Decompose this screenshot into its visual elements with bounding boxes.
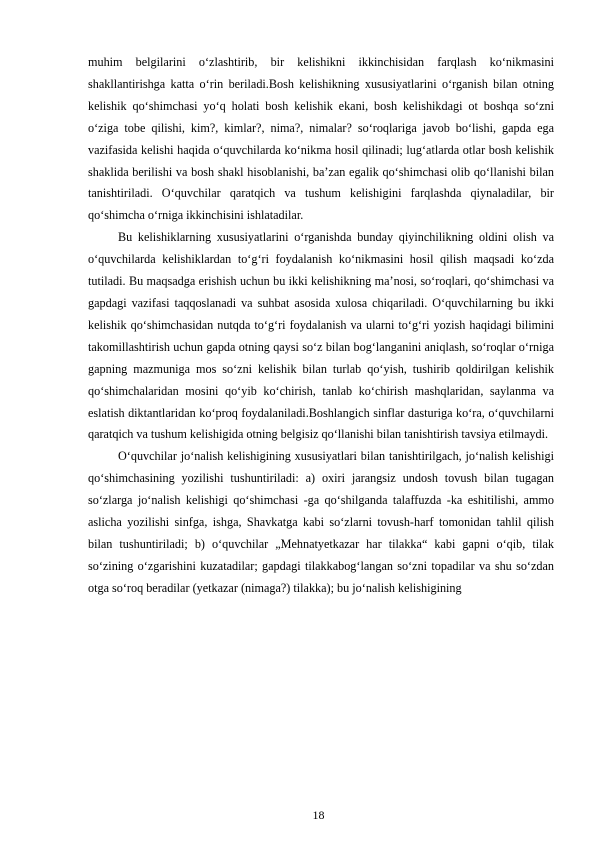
page-number: 18 [312, 808, 325, 822]
body-text [88, 52, 554, 600]
paragraph-2: Bu kelishiklarning xususiyatlarini o‘rganishda bunday qiyinchilikning oldini olish va o‘quvchilarda kelishiklardan to‘g‘ri foydalanish ko‘nikmasini hosil qilish maqsadi ko‘zda tutiladi. Bu maqsadga erishish uchun bu ikki kelishikning ma’nosi, so‘roqlari, qo‘shimchasi va gapdagi vazifasi taqqoslanadi va suhbat asosida xulosa chiqariladi. O‘quvchilarning bu ikki kelishik qo‘shimchasidan nutqda to‘g‘ri foydalanish va ularni to‘g‘ri yozish haqidagi bilimini takomillashtirish uchun gapda otning qaysi so‘z bilan bog‘langanini aniqlash, so‘roqlar o‘rniga gapning mazmuniga mos so‘zni kelishik bilan turlab qo‘yish, tushirib qoldirilgan kelishik qo‘shimchalaridan mosini qo‘yib ko‘chirish, tanlab ko‘chirish mashqlaridan, saylanma va eslatish diktantlaridan ko‘proq foydalaniladi.Boshlangich sinflar dasturiga ko‘ra, o‘quvchilarni qaratqich va tushum kelishigida otning belgisiz qo‘llanishi bilan tanishtirish tavsiya etilmaydi. [88, 230, 554, 442]
paragraph-3: O‘quvchilar jo‘nalish kelishigining xususiyatlari bilan tanishtirilgach, jo‘nalish kelishigi qo‘shimchasining yozilishi tushuntiriladi: a) oxiri jarangsiz undosh tovush bilan tugagan so‘zlarga jo‘nalish kelishigi qo‘shimchasi -ga qo‘shilganda talaffuzda -ka eshitilishi, ammo aslicha yozilishi sinfga, ishga, Shavkatga kabi so‘zlarni tovush-harf tomonidan tahlil qilish bilan tushuntiriladi; b) o‘quvchilar „Mehnatyetkazar har tilakka“ kabi gapni o‘qib, tilak so‘zining o‘zgarishini kuzatadilar; gapdagi tilakkabog‘langan so‘zni topadilar va shu so‘zdan otga so‘roq beradilar (yetkazar (nimaga?) tilakka); bu jo‘nalish kelishigining [88, 449, 554, 595]
paragraph-1: muhim belgilarini o‘zlashtirib, bir kelishikni ikkinchisidan farqlash ko‘nikmasini shakllantirishga katta o‘rin beriladi.Bosh kelishikning xususiyatlarini o‘rganish bilan otning kelishik qo‘shimchasi yo‘q holati bosh kelishik ekani, bosh kelishikdagi ot boshqa so‘zni o‘ziga tobe qilishi, kim?, kimlar?, nima?, nimalar? so‘roqlariga javob bo‘lishi, gapda ega vazifasida kelishi haqida o‘quvchilarda ko‘nikma hosil qilinadi; lug‘atlarda otlar bosh kelishik shaklida berilishi va bosh shakl hisoblanishi, ba’zan egalik qo‘shimchasi olib qo‘llanishi bilan tanishtiriladi. O‘quvchilar qaratqich va tushum kelishigini farqlashda qiynaladilar, bir qo‘shimcha o‘rniga ikkinchisini ishlatadilar. [88, 55, 554, 223]
